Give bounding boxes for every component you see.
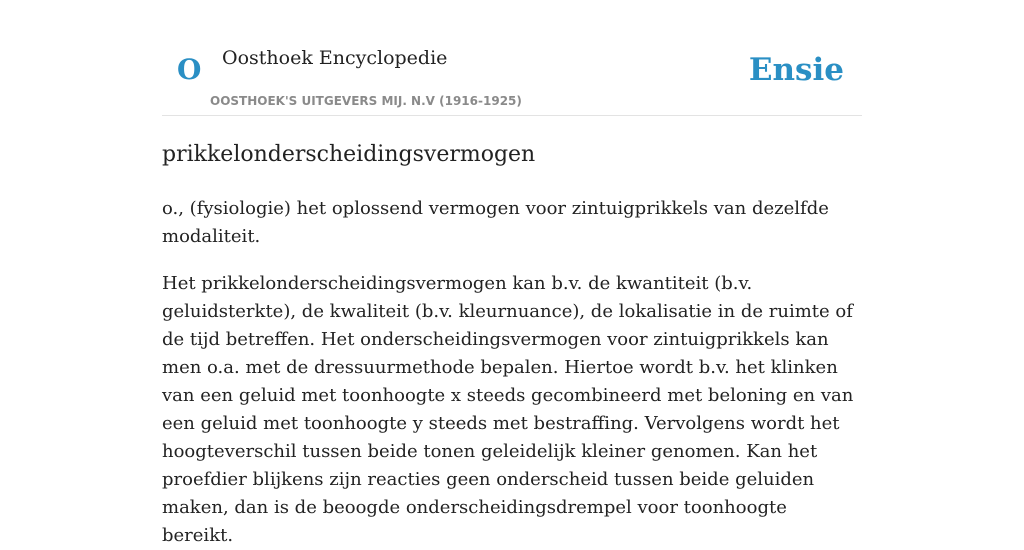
publication-header	[162, 0, 862, 116]
entry-definition: o., (fysiologie) het oplossend vermogen voor zintuigprikkels van dezelfde modaliteit.	[162, 198, 829, 247]
publication-logo: O	[177, 53, 202, 86]
entry-headword: prikkelonderscheidingsvermogen	[162, 142, 536, 167]
page-container	[162, 0, 862, 546]
publication-title[interactable]: Oosthoek Encyclopedie	[222, 47, 448, 69]
entry-content	[162, 139, 862, 550]
publisher-subtitle: OOSTHOEK'S UITGEVERS MIJ. N.V (1916-1925)	[210, 94, 522, 108]
entry-body-paragraph: Het prikkelonderscheidingsvermogen kan b.v. de kwantiteit (b.v. geluidsterkte), de kwaliteit (b.v. kleurnuance), de lokalisatie in de ruimte of de tijd betreffen. Het onderscheidingsvermogen voor zintuigprikkels kan men o.a. met de dressuurmethode bepalen. Hiertoe wordt b.v. het klinken van een geluid met toonhoogte x steeds gecombineerd met beloning en van een geluid met toonhoogte y steeds met bestraffing. Vervolgens wordt het hoogteverschil tussen beide tonen geleidelijk kleiner genomen. Kan het proefdier blijkens zijn reacties geen onderscheid tussen beide geluiden maken, dan is de beoogde onderscheidingsdrempel voor toonhoogte bereikt.	[162, 273, 854, 546]
ensie-brand-link[interactable]: Ensie	[748, 52, 844, 88]
